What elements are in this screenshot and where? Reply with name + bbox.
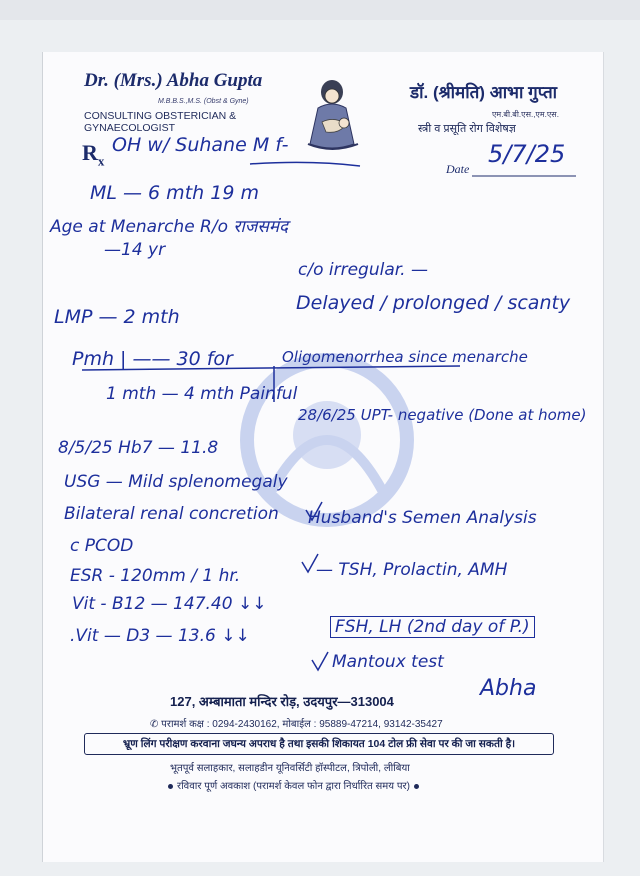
note-pcod: c PCOD [70, 536, 134, 556]
note-upt: 28/6/25 UPT- negative (Done at home) [298, 406, 587, 424]
contact-text: परामर्श कक्ष : 0294-2430162, मोबाईल : 95889-47214, 93142-35427 [161, 719, 443, 730]
rx-letter: R [82, 140, 98, 165]
former-affiliation: भूतपूर्व सलाहकार, सलाहडीन यूनिवर्सिटी हॉस्पीटल, त्रिपोली, लीबिया [170, 763, 410, 774]
note-fsh-lh: FSH, LH (2nd day of P.) [330, 616, 535, 638]
qualifications-hindi: एम.बी.बी.एस.,एम.एस. [492, 110, 559, 119]
note-since-menarche: Oligomenorrhea since menarche [282, 348, 528, 366]
handwriting-strokes [60, 150, 580, 690]
clinic-address: 127, अम्बामाता मन्दिर रोड़, उदयपुर—313004 [170, 694, 394, 709]
note-usg: USG — Mild splenomegaly [64, 472, 288, 492]
legal-disclaimer: भ्रूण लिंग परीक्षण करवाना जघन्य अपराध है तथा इसकी शिकायत 104 टोल फ्री सेवा पर की जा सकती है। [84, 733, 554, 755]
note-hb: 8/5/25 Hb7 — 11.8 [58, 438, 219, 458]
note-irregular: c/o irregular. — [298, 260, 428, 280]
rx-subscript: x [97, 153, 105, 169]
bullet-icon [414, 784, 419, 789]
note-menarche: Age at Menarche R/o राजसमंद [50, 217, 289, 237]
note-pmh: Pmh | —— 30 for [72, 348, 233, 370]
note-married-life: ML — 6 mth 19 m [90, 182, 259, 204]
scan-top-strip [0, 0, 640, 20]
note-lmp: LMP — 2 mth [54, 306, 180, 328]
note-menarche-age: —14 yr [104, 240, 166, 260]
date-label: Date [446, 162, 470, 176]
note-husband: Husband's Semen Analysis [308, 508, 537, 528]
phone-icon: ✆ [150, 719, 162, 730]
note-esr: ESR - 120mm / 1 hr. [70, 566, 241, 586]
mother-child-logo [300, 78, 368, 152]
note-vit-d3: .Vit — D3 — 13.6 ↓↓ [70, 626, 250, 646]
note-mantoux: Mantoux test [332, 652, 444, 672]
doctor-name-english: Dr. (Mrs.) Abha Gupta [84, 70, 263, 91]
title-english: CONSULTING OBSTERICIAN & GYNAECOLOGIST [84, 110, 237, 134]
note-tsh: — TSH, Prolactin, AMH [316, 560, 508, 580]
note-delayed: Delayed / prolonged / scanty [296, 292, 571, 314]
note-flow: 1 mth — 4 mth Painful [106, 384, 298, 404]
bullet-icon [168, 784, 173, 789]
sunday-text: रविवार पूर्ण अवकाश (परामर्श केवल फोन द्वारा निर्धारित समय पर) [177, 781, 410, 792]
note-vit-b12: Vit - B12 — 147.40 ↓↓ [72, 594, 267, 614]
sunday-notice [164, 778, 423, 792]
doctor-signature: Abha [480, 676, 537, 701]
doctor-name-hindi: डॉ. (श्रीमति) आभा गुप्ता [410, 83, 558, 102]
title-hindi: स्त्री व प्रसूति रोग विशेषज्ञ [418, 123, 516, 135]
clinic-contact [150, 716, 443, 730]
handwritten-date: 5/7/25 [488, 140, 566, 168]
patient-name: OH w/ Suhane M f- [112, 134, 289, 156]
note-renal: Bilateral renal concretion [64, 504, 279, 524]
qualifications-english: M.B.B.S.,M.S. (Obst & Gyne) [158, 98, 249, 105]
